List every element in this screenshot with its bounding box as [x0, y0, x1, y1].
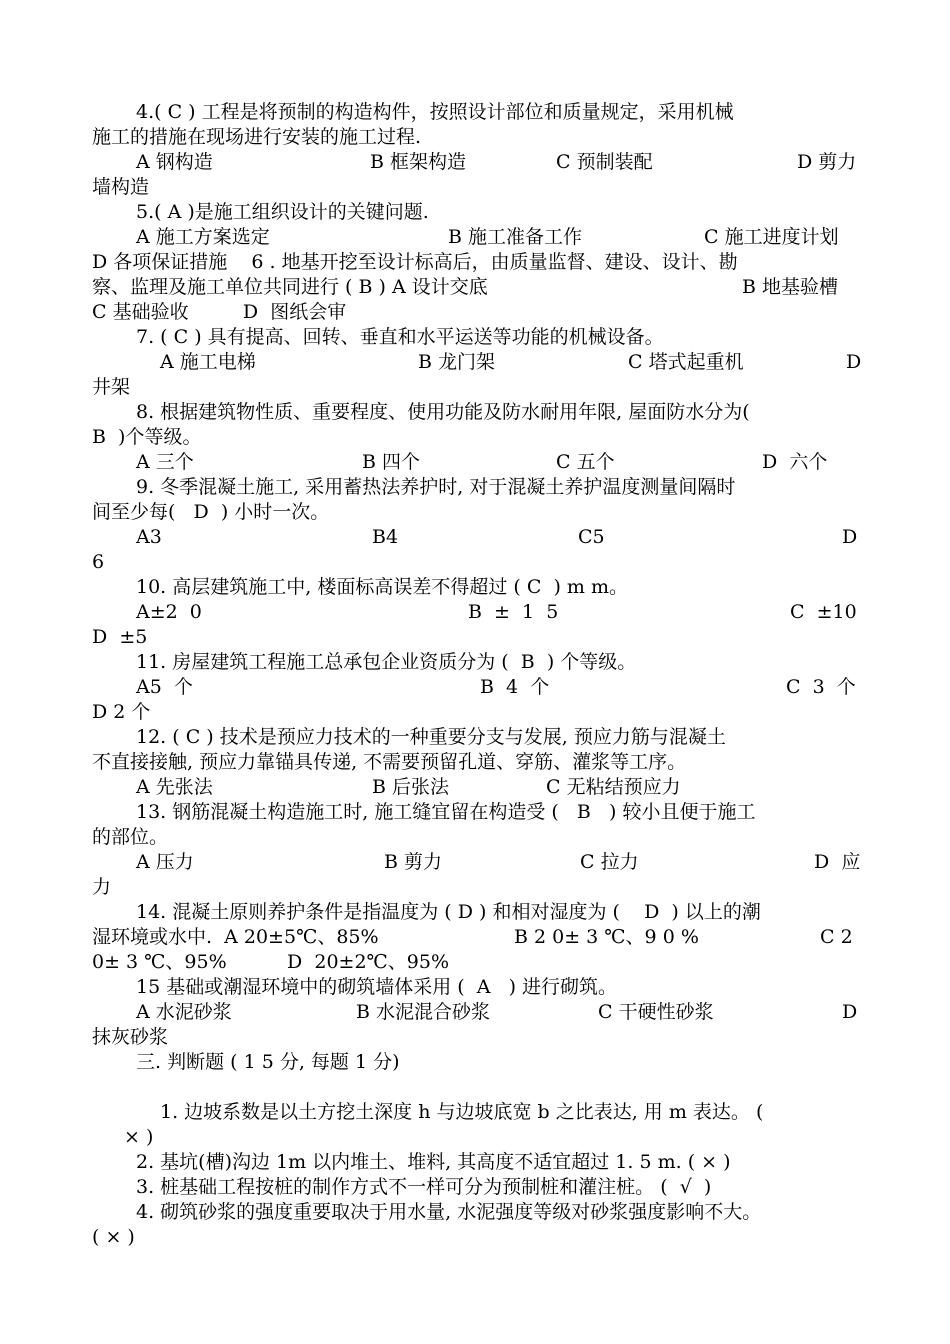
q10-option-b: B ± 1 5 — [468, 601, 559, 623]
q15-option-a: A 水泥砂浆 — [136, 1001, 232, 1023]
q7-line3: 井架 — [92, 376, 131, 398]
q8-line2: B )个等级。 — [92, 426, 202, 448]
q15-option-d: D — [842, 1001, 858, 1023]
q15-option-b: B 水泥混合砂浆 — [356, 1001, 491, 1023]
q12-line1: 12. ( C ) 技术是预应力技术的一种重要分支与发展, 预应力筋与混凝土 — [136, 726, 726, 748]
q11-line3: D 2 个 — [92, 701, 151, 723]
q9-line2: 间至少每( D ) 小时一次。 — [92, 501, 330, 523]
q14-line1: 14. 混凝土原则养护条件是指温度为 ( D ) 和相对湿度为 ( D ) 以上的潮 — [136, 901, 761, 923]
q14-line3: 0± 3 ℃、95% D 20±2℃、95% — [92, 951, 450, 973]
q12-line2: 不直接接触, 预应力靠锚具传递, 不需要预留孔道、穿筋、灌浆等工序。 — [92, 751, 687, 773]
q14-option-c: C 2 — [820, 926, 853, 948]
q7-option-a: A 施工电梯 — [160, 351, 256, 373]
q7-line1: 7. ( C ) 具有提高、回转、垂直和水平运送等功能的机械设备。 — [136, 326, 664, 348]
q4-line1: 4.( C ) 工程是将预制的构造构件，按照设计部位和质量规定，采用机械 — [136, 101, 734, 123]
q9-line1: 9. 冬季混凝土施工, 采用蓄热法养护时, 对于混凝土养护温度测量间隔时 — [136, 476, 736, 498]
q4-option-d: D 剪力 — [797, 151, 857, 173]
q14-option-b: B 2 0± 3 ℃、9 0 % — [514, 926, 699, 948]
section-3-heading: 三. 判断题 ( 1 5 分, 每题 1 分) — [136, 1051, 400, 1073]
q7-option-d: D — [846, 351, 862, 373]
q5-line1: 5.( A )是施工组织设计的关键问题. — [136, 201, 429, 223]
q13-line2: 的部位。 — [92, 826, 169, 848]
q6-line3: C 基础验收 D 图纸会审 — [92, 301, 347, 323]
q11-option-c: C 3 个 — [786, 676, 856, 698]
q13-line1: 13. 钢筋混凝土构造施工时, 施工缝宜留在构造受 ( B ) 较小且便于施工 — [136, 801, 756, 823]
q10-option-c: C ±10 — [790, 601, 857, 623]
q5-option-a: A 施工方案选定 — [136, 226, 270, 248]
q10-option-a: A±2 0 — [136, 601, 202, 623]
q12-option-b: B 后张法 — [372, 776, 450, 798]
q6-line1: D 各项保证措施 6 . 地基开挖至设计标高后，由质量监督、建设、设计、勘 — [92, 251, 738, 273]
q15-line1: 15 基础或潮湿环境中的砌筑墙体采用 ( A ) 进行砌筑。 — [136, 976, 618, 998]
q10-line3: D ±5 — [92, 626, 148, 648]
q11-option-b: B 4 个 — [480, 676, 550, 698]
judge-4-line1: 4. 砌筑砂浆的强度重要取决于用水量, 水泥强度等级对砂浆强度影响不大。 — [136, 1201, 762, 1223]
q4-option-a: A 钢构造 — [136, 151, 213, 173]
judge-3: 3. 桩基础工程按桩的制作方式不一样可分为预制桩和灌注桩。 ( √ ) — [136, 1176, 712, 1198]
judge-4-line2: ( × ) — [92, 1226, 135, 1248]
q11-line1: 11. 房屋建筑工程施工总承包企业资质分为 ( B ) 个等级。 — [136, 651, 637, 673]
q9-option-b: B4 — [372, 526, 399, 548]
q5-option-c: C 施工进度计划 — [704, 226, 839, 248]
q13-option-c: C 拉力 — [580, 851, 639, 873]
q5-option-b: B 施工准备工作 — [448, 226, 583, 248]
judge-1-line2: × ) — [124, 1126, 154, 1148]
q13-option-b: B 剪力 — [384, 851, 443, 873]
q14-line2: 湿环境或水中. A 20±5℃、85% — [92, 926, 379, 948]
q7-option-b: B 龙门架 — [418, 351, 496, 373]
q4-option-b: B 框架构造 — [370, 151, 467, 173]
q15-line3: 抹灰砂浆 — [92, 1026, 169, 1048]
q4-line2: 施工的措施在现场进行安装的施工过程. — [92, 126, 422, 148]
q15-option-c: C 干硬性砂浆 — [598, 1001, 714, 1023]
q11-option-a: A5 个 — [136, 676, 193, 698]
judge-2: 2. 基坑(槽)沟边 1m 以内堆土、堆料, 其高度不适宜超过 1. 5 m. ( × ) — [136, 1151, 731, 1173]
q9-line3: 6 — [92, 551, 105, 573]
q8-option-d: D 六个 — [762, 451, 828, 473]
q9-option-d: D — [842, 526, 858, 548]
q4-option-c: C 预制装配 — [556, 151, 653, 173]
q13-option-a: A 压力 — [136, 851, 194, 873]
q12-option-a: A 先张法 — [136, 776, 213, 798]
judge-1-line1: 1. 边坡系数是以土方挖土深度 h 与边坡底宽 b 之比表达, 用 m 表达。 ( — [160, 1101, 764, 1123]
q9-option-c: C5 — [578, 526, 605, 548]
q8-option-a: A 三个 — [136, 451, 194, 473]
q7-option-c: C 塔式起重机 — [628, 351, 744, 373]
q10-line1: 10. 高层建筑施工中, 楼面标高误差不得超过 ( C ) m m。 — [136, 576, 628, 598]
q9-option-a: A3 — [136, 526, 162, 548]
q6-line2: 察、监理及施工单位共同进行 ( B ) A 设计交底 — [92, 276, 488, 298]
q13-option-d: D 应 — [814, 851, 861, 873]
q8-option-c: C 五个 — [556, 451, 615, 473]
q4-line3: 墙构造 — [92, 176, 150, 198]
q8-line1: 8. 根据建筑物性质、重要程度、使用功能及防水耐用年限, 屋面防水分为( — [136, 401, 750, 423]
q13-line3: 力 — [92, 876, 112, 898]
q6-option-b: B 地基验槽 — [742, 276, 839, 298]
q12-option-c: C 无粘结预应力 — [546, 776, 681, 798]
q8-option-b: B 四个 — [362, 451, 421, 473]
